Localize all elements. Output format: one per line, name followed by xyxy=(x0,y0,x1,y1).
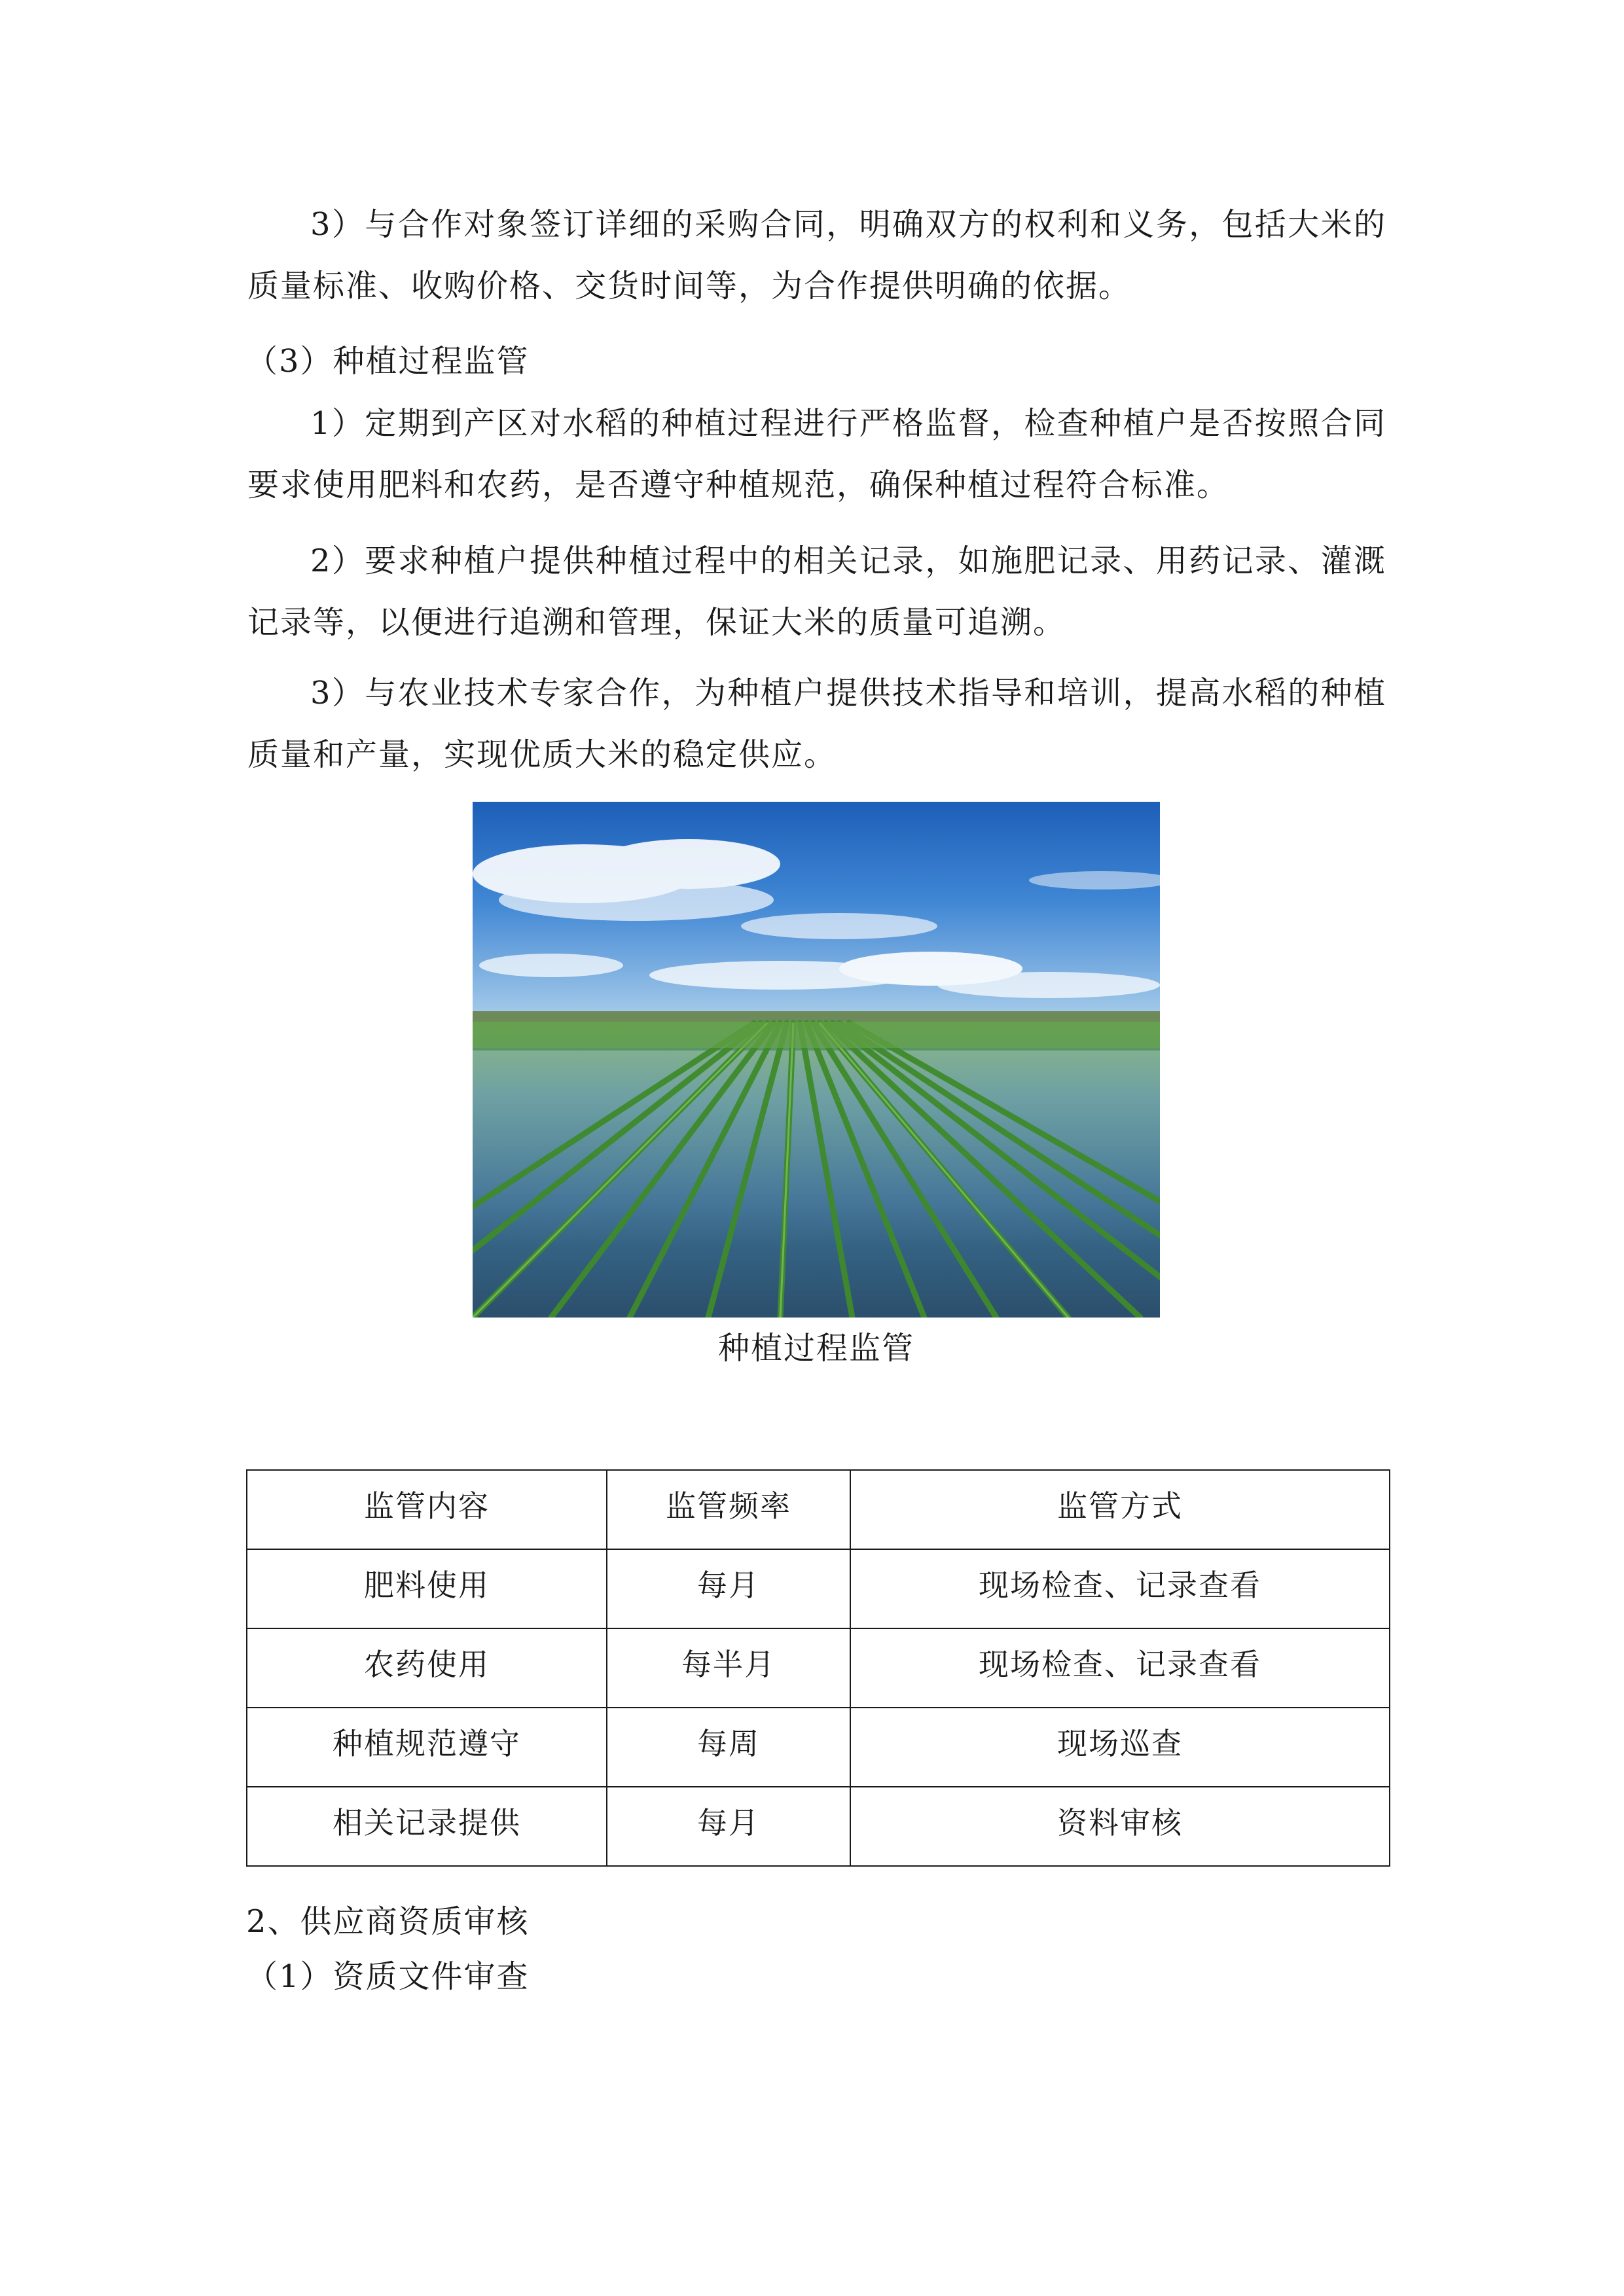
table-header-row xyxy=(247,1470,1390,1549)
table-cell: 相关记录提供 xyxy=(247,1787,607,1866)
subsection-heading-document-review: （1）资质文件审查 xyxy=(246,1958,530,1995)
table-cell: 现场检查、记录查看 xyxy=(850,1628,1390,1708)
table-row xyxy=(247,1708,1390,1787)
table-row xyxy=(247,1787,1390,1866)
table-header-cell: 监管频率 xyxy=(607,1470,850,1549)
table-cell: 肥料使用 xyxy=(247,1549,607,1628)
table-cell: 现场检查、记录查看 xyxy=(850,1549,1390,1628)
figure-caption: 种植过程监管 xyxy=(717,1330,914,1367)
table-cell: 每周 xyxy=(607,1708,850,1787)
table-row xyxy=(247,1549,1390,1628)
table-cell: 每月 xyxy=(607,1787,850,1866)
paragraph-contract: 3）与合作对象签订详细的采购合同，明确双方的权利和义务，包括大米的质量标准、收购价格、交货时间等，为合作提供明确的依据。 xyxy=(247,206,1386,304)
table-row xyxy=(247,1628,1390,1708)
supervision-table xyxy=(246,1469,1390,1867)
table-cell: 农药使用 xyxy=(247,1628,607,1708)
heading-planting-supervision: （3）种植过程监管 xyxy=(246,343,530,380)
section-heading-supplier-review: 2、供应商资质审核 xyxy=(246,1903,530,1940)
table-cell: 每月 xyxy=(607,1549,850,1628)
table-cell: 现场巡查 xyxy=(850,1708,1390,1787)
rice-field-image xyxy=(473,802,1160,1318)
paragraph-supervision-3: 3）与农业技术专家合作，为种植户提供技术指导和培训，提高水稻的种植质量和产量，实现优质大米的稳定供应。 xyxy=(247,675,1386,773)
table-cell: 资料审核 xyxy=(850,1787,1390,1866)
paragraph-supervision-2: 2）要求种植户提供种植过程中的相关记录，如施肥记录、用药记录、灌溉记录等，以便进行追溯和管理，保证大米的质量可追溯。 xyxy=(247,543,1386,641)
table-header-cell: 监管内容 xyxy=(247,1470,607,1549)
paragraph-supervision-1: 1）定期到产区对水稻的种植过程进行严格监督，检查种植户是否按照合同要求使用肥料和农药，是否遵守种植规范，确保种植过程符合标准。 xyxy=(247,405,1386,503)
table-cell: 每半月 xyxy=(607,1628,850,1708)
table-cell: 种植规范遵守 xyxy=(247,1708,607,1787)
table-header-cell: 监管方式 xyxy=(850,1470,1390,1549)
